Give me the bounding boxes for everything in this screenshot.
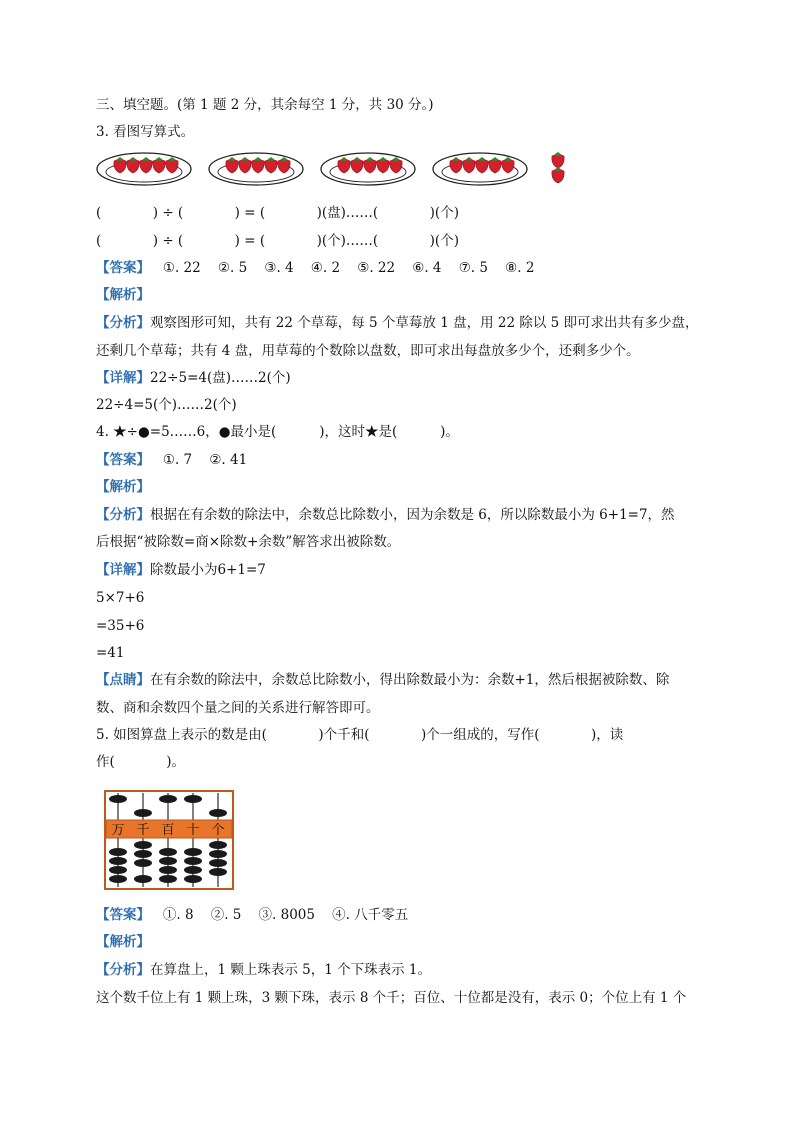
abacus-place-label: 万 <box>111 823 125 838</box>
q4-detail-line1 <box>96 560 266 580</box>
abacus-place-label: 百 <box>161 823 175 838</box>
q3-answer-line <box>96 258 534 278</box>
abacus-upper-bead <box>184 795 202 803</box>
abacus-lower-bead <box>184 866 202 874</box>
detail-text: 除数最小为6+1=7 <box>150 562 266 578</box>
q4-title: 4. ★÷●=5……6，●最小是( )，这时★是( )。 <box>96 424 459 440</box>
q4-answer-line <box>96 450 247 470</box>
q4-calc3: =41 <box>96 645 125 661</box>
analysis-text: 观察图形可知，共有 22 个草莓，每 5 个草莓放 1 盘，用 22 除以 5 即可求出共有多少盘， <box>150 315 699 331</box>
abacus-upper-bead <box>109 795 127 803</box>
abacus-upper-bead <box>159 795 177 803</box>
q3-detail-line1 <box>96 368 291 388</box>
q5-answer-line <box>96 905 408 925</box>
analysis-tag: 【分析】 <box>96 962 150 978</box>
abacus-lower-bead <box>209 859 227 867</box>
abacus-place-label: 十 <box>186 823 200 838</box>
section-header: 三、填空题。(第 1 题 2 分，其余每空 1 分，共 30 分。) <box>96 97 434 113</box>
jiexi-tag: 【解析】 <box>96 287 150 303</box>
abacus-place-label: 个 <box>211 823 225 838</box>
remark-tag: 【点睛】 <box>96 672 150 688</box>
abacus-lower-bead <box>134 859 152 867</box>
answer-tag: 【答案】 <box>96 907 150 923</box>
q4-remark-line1 <box>96 670 669 690</box>
q3-title: 3. 看图写算式。 <box>96 124 195 140</box>
q3-analysis-line2: 还剩几个草莓；共有 4 盘，用草莓的个数除以盘数，即可求出每盘放多少个，还剩多少个。 <box>96 343 640 359</box>
abacus-lower-bead <box>209 850 227 858</box>
detail-tag: 【详解】 <box>96 370 150 386</box>
abacus-lower-bead <box>184 848 202 856</box>
answer-tag: 【答案】 <box>96 260 150 276</box>
answer-text: ①. 7 ②. 41 <box>162 452 248 468</box>
abacus-lower-bead <box>134 841 152 849</box>
q5-title-line1: 5. 如图算盘上表示的数是由( )个千和( )个一组成的，写作( )，读 <box>96 727 624 743</box>
q4-calc1: 5×7+6 <box>96 590 145 606</box>
strawberry-icon <box>552 167 564 183</box>
abacus-lower-bead <box>209 841 227 849</box>
q4-calc2: =35+6 <box>96 618 145 634</box>
q4-remark-line2: 数、商和余数四个量之间的关系进行解答即可。 <box>96 700 380 716</box>
remark-text: 在有余数的除法中，余数总比除数小，得出除数最小为：余数+1，然后根据被除数、除 <box>150 672 670 688</box>
detail-tag: 【详解】 <box>96 562 150 578</box>
abacus-lower-bead <box>209 868 227 876</box>
strawberry-plates-figure <box>92 145 692 195</box>
abacus-lower-bead <box>109 866 127 874</box>
abacus-place-label: 千 <box>136 823 150 838</box>
analysis-tag: 【分析】 <box>96 507 150 523</box>
q3-analysis-line1 <box>96 313 699 333</box>
abacus-upper-bead <box>209 809 227 817</box>
strawberry-icon <box>552 152 564 168</box>
abacus-lower-bead <box>134 875 152 883</box>
abacus-lower-bead <box>159 875 177 883</box>
q5-analysis-line1 <box>96 960 431 980</box>
abacus-lower-bead <box>159 848 177 856</box>
q3-detail-line2: 22÷4=5(个)……2(个) <box>96 397 237 413</box>
abacus-lower-bead <box>159 866 177 874</box>
q4-analysis-line1 <box>96 505 675 525</box>
abacus-lower-bead <box>184 857 202 865</box>
analysis-text: 根据在有余数的除法中，余数总比除数小，因为余数是 6，所以除数最小为 6+1=7，然 <box>150 507 675 523</box>
jiexi-tag: 【解析】 <box>96 934 150 950</box>
analysis-tag: 【分析】 <box>96 315 150 331</box>
q4-analysis-line2: 后根据“被除数=商×除数+余数”解答求出被除数。 <box>96 534 401 550</box>
q3-equation-row2: ( ) ÷ ( ) = ( )(个)……( )(个) <box>96 233 459 249</box>
abacus-lower-bead <box>109 875 127 883</box>
answer-tag: 【答案】 <box>96 452 150 468</box>
abacus-lower-bead <box>184 875 202 883</box>
abacus-figure <box>104 790 234 890</box>
jiexi-tag: 【解析】 <box>96 479 150 495</box>
detail-text: 22÷5=4(盘)……2(个) <box>150 370 291 386</box>
abacus-lower-bead <box>134 850 152 858</box>
abacus-lower-bead <box>109 857 127 865</box>
q5-analysis-line2: 这个数千位上有 1 颗上珠，3 颗下珠，表示 8 个千；百位、十位都是没有，表示 0；个位上有 1 个 <box>96 990 687 1006</box>
abacus-upper-bead <box>134 809 152 817</box>
analysis-text: 在算盘上，1 颗上珠表示 5，1 个下珠表示 1。 <box>150 962 432 978</box>
q3-equation-row1: ( ) ÷ ( ) = ( )(盘)……( )(个) <box>96 205 459 221</box>
abacus-lower-bead <box>159 857 177 865</box>
answer-text: ①. 8 ②. 5 ③. 8005 ④. 八千零五 <box>162 907 409 923</box>
answer-text: ①. 22 ②. 5 ③. 4 ④. 2 ⑤. 22 ⑥. 4 ⑦. 5 ⑧. 2 <box>162 260 535 276</box>
q5-title-line2: 作( )。 <box>96 754 186 770</box>
abacus-lower-bead <box>109 848 127 856</box>
